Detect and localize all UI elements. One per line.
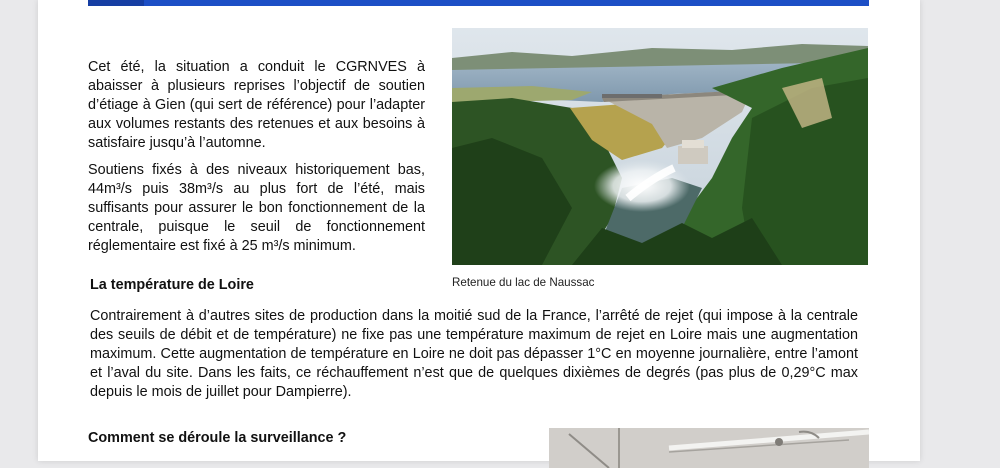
intro-text	[88, 58, 425, 264]
section-heading-temperature: La température de Loire	[90, 277, 254, 293]
dam-photo	[452, 28, 868, 265]
photo-caption: Retenue du lac de Naussac	[452, 276, 595, 289]
temperature-paragraph: Contrairement à d’autres sites de production dans la moitié sud de la France, l’arrêté de rejet (qui impose à la centrale des seuils de débit et de température) ne fixe pas une température maximum de rejet en Loire mais une augmentation maximum. Cette augmentation de température en Loire ne doit pas dépasser 1°C en moyenne journalière, entre l’amont et l’aval du site. Dans les faits, ce réchauffement n’est que de quelques dixièmes de degrés (pas plus de 0,29°C max depuis le mois de juillet pour Dampierre).	[90, 308, 858, 400]
intro-paragraph-1: Cet été, la situation a conduit le CGRNVES à abaisser à plusieurs reprises l’objectif de soutien d’étiage à Gien (qui sert de référence) pour l’adapter aux volumes restants des retenues et aux besoins à satisfaire jusqu’à l’automne.	[88, 59, 425, 151]
header-accent-bar	[88, 0, 869, 6]
surveillance-photo	[549, 428, 869, 468]
section-heading-surveillance: Comment se déroule la surveillance ?	[88, 430, 347, 446]
header-accent-block	[88, 0, 144, 6]
surveillance-photo-illustration	[549, 428, 869, 468]
document-page	[38, 0, 920, 461]
dam-photo-illustration	[452, 28, 868, 265]
intro-paragraph-2: Soutiens fixés à des niveaux historiquement bas, 44m³/s puis 38m³/s au plus fort de l’été, mais suffisants pour assurer le bon fonctionnement de la centrale, puisque le seuil de fonctionnement réglementaire est fixé à 25 m³/s minimum.	[88, 162, 425, 254]
